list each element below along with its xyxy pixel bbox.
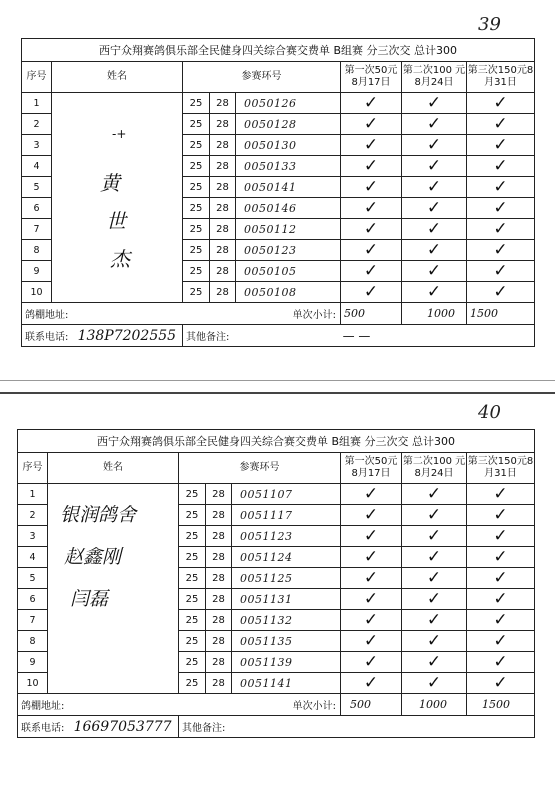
ring-prefix-a: 25 [179,610,206,631]
pay3-check-icon: ✓ [467,568,535,589]
pay2-check-icon: ✓ [402,198,467,219]
pay3-check-icon: ✓ [467,156,535,177]
loft-address-label: 鸽棚地址: [21,701,65,712]
ring-prefix-b: 28 [210,177,236,198]
row-number: 1 [22,93,52,114]
ring-prefix-b: 28 [210,282,236,303]
ring-number: 0050105 [236,261,341,282]
ring-number: 0051123 [232,526,341,547]
ring-prefix-b: 28 [206,484,232,505]
ring-prefix-a: 25 [183,93,210,114]
pay2-check-icon: ✓ [402,652,467,673]
subtotal-2-value: 1000 [419,698,447,711]
subtotal-2 [402,303,467,325]
pay1-check-icon: ✓ [341,282,402,303]
subtotal-row [22,303,341,325]
ring-prefix-a: 25 [183,198,210,219]
pay1-check-icon: ✓ [341,652,402,673]
ring-prefix-b: 28 [206,547,232,568]
page-number: 39 [478,14,501,35]
pay2-check-icon: ✓ [402,114,467,135]
notes-row [183,325,535,347]
pay1-check-icon: ✓ [341,156,402,177]
row-number: 1 [18,484,48,505]
row-number: 2 [18,505,48,526]
ring-number: 0050112 [236,219,341,240]
ring-prefix-b: 28 [206,631,232,652]
subtotal-2 [402,694,467,716]
header-pay1: 第一次50元 8月17日 [341,453,402,484]
ring-prefix-a: 25 [179,547,206,568]
ring-prefix-b: 28 [210,261,236,282]
ring-prefix-b: 28 [206,652,232,673]
pay2-check-icon: ✓ [402,240,467,261]
owner-name-char: 世 [106,209,126,233]
ring-prefix-b: 28 [206,673,232,694]
ring-number: 0051117 [232,505,341,526]
subtotal-1 [341,303,402,325]
pay1-check-icon: ✓ [341,240,402,261]
pay2-check-icon: ✓ [402,526,467,547]
row-number: 2 [22,114,52,135]
ring-prefix-a: 25 [183,135,210,156]
pay1-check-icon: ✓ [341,568,402,589]
ring-prefix-a: 25 [179,526,206,547]
ring-number: 0050123 [236,240,341,261]
subtotal-1-value: 500 [350,698,371,711]
pay3-check-icon: ✓ [467,610,535,631]
ring-prefix-b: 28 [206,610,232,631]
ring-number: 0050146 [236,198,341,219]
pay2-check-icon: ✓ [402,282,467,303]
pay1-check-icon: ✓ [341,631,402,652]
pay1-check-icon: ✓ [341,198,402,219]
ring-number: 0050108 [236,282,341,303]
row-number: 5 [18,568,48,589]
ring-prefix-a: 25 [179,568,206,589]
pay2-check-icon: ✓ [402,589,467,610]
phone-value: 16697053777 [73,718,172,735]
ring-number: 0051135 [232,631,341,652]
pay3-check-icon: ✓ [467,547,535,568]
pay3-check-icon: ✓ [467,526,535,547]
ring-prefix-a: 25 [179,589,206,610]
owner-name-line: 闫磊 [70,588,109,610]
header-pay3: 第三次150元8 月31日 [467,453,535,484]
ring-prefix-b: 28 [210,114,236,135]
notes-label: 其他备注: [186,332,230,343]
pay3-check-icon: ✓ [467,135,535,156]
ring-number: 0050141 [236,177,341,198]
pay1-check-icon: ✓ [341,114,402,135]
ring-prefix-a: 25 [183,219,210,240]
ring-number: 0050126 [236,93,341,114]
phone-label: 联系电话: [25,331,69,343]
page-number: 40 [478,402,501,423]
ring-prefix-a: 25 [179,484,206,505]
ring-prefix-b: 28 [206,505,232,526]
row-number: 4 [18,547,48,568]
row-number: 6 [22,198,52,219]
owner-name-char: 黄 [100,171,120,195]
pay3-check-icon: ✓ [467,631,535,652]
pay2-check-icon: ✓ [402,135,467,156]
header-pay2: 第二次100 元8月24日 [402,453,467,484]
row-number: 8 [22,240,52,261]
pay1-check-icon: ✓ [341,589,402,610]
pay1-check-icon: ✓ [341,93,402,114]
pay3-check-icon: ✓ [467,261,535,282]
header-seq: 序号 [22,62,52,93]
ring-number: 0051107 [232,484,341,505]
ring-prefix-a: 25 [183,177,210,198]
fee-form-table [17,429,535,738]
notes-label: 其他备注: [182,723,226,734]
ring-prefix-b: 28 [210,156,236,177]
row-number: 10 [22,282,52,303]
header-seq: 序号 [18,453,48,484]
subtotal-1 [341,694,402,716]
ring-prefix-b: 28 [206,568,232,589]
ring-prefix-a: 25 [179,505,206,526]
pay3-check-icon: ✓ [467,114,535,135]
phone-label: 联系电话: [21,722,65,734]
fee-form-sheet-1 [0,0,555,381]
pay3-check-icon: ✓ [467,282,535,303]
ring-prefix-a: 25 [183,114,210,135]
pay2-check-icon: ✓ [402,261,467,282]
ring-prefix-b: 28 [210,198,236,219]
form-rows [18,484,535,694]
row-number: 3 [22,135,52,156]
subtotal-2-value: 1000 [427,307,455,320]
pay3-check-icon: ✓ [467,177,535,198]
pay2-check-icon: ✓ [402,219,467,240]
pay2-check-icon: ✓ [402,568,467,589]
form-title: 西宁众翔赛鸽俱乐部全民健身四关综合赛交费单 B组赛 分三次交 总计300 [22,39,535,62]
ring-prefix-a: 25 [183,282,210,303]
pay1-check-icon: ✓ [341,177,402,198]
header-pay2: 第二次100 元8月24日 [402,62,467,93]
subtotal-1-value: 500 [344,307,365,320]
ring-number: 0050133 [236,156,341,177]
pay2-check-icon: ✓ [402,177,467,198]
pay2-check-icon: ✓ [402,631,467,652]
ring-prefix-a: 25 [179,652,206,673]
row-number: 8 [18,631,48,652]
header-pay3: 第三次150元8 月31日 [467,62,535,93]
subtotal-3 [467,303,535,325]
pay2-check-icon: ✓ [402,505,467,526]
ring-prefix-a: 25 [183,240,210,261]
owner-name-line: 赵鑫刚 [64,546,122,568]
ring-prefix-b: 28 [210,240,236,261]
pay1-check-icon: ✓ [341,547,402,568]
owner-name-cell [52,93,183,303]
pay1-check-icon: ✓ [341,673,402,694]
subtotal-3 [467,694,535,716]
name-mark: -+ [112,127,127,141]
subtotal-3-value: 1500 [470,307,498,320]
ring-prefix-a: 25 [183,156,210,177]
subtotal-row [18,694,341,716]
owner-name-cell [48,484,179,694]
ring-number: 0051131 [232,589,341,610]
header-pay1: 第一次50元 8月17日 [341,62,402,93]
pay3-check-icon: ✓ [467,219,535,240]
pay3-check-icon: ✓ [467,198,535,219]
ring-prefix-b: 28 [206,526,232,547]
pay2-check-icon: ✓ [402,484,467,505]
pay2-check-icon: ✓ [402,673,467,694]
subtotal-label: 单次小计: [292,701,336,712]
row-number: 7 [18,610,48,631]
owner-name-line: 银润鸽舍 [60,504,137,526]
notes-marks: — — [342,329,371,343]
row-number: 7 [22,219,52,240]
fee-form-sheet-2 [0,392,555,789]
ring-number: 0051139 [232,652,341,673]
phone-value: 138P7202555 [77,327,177,344]
ring-prefix-a: 25 [183,261,210,282]
subtotal-label: 单次小计: [292,310,336,321]
header-name: 姓名 [52,62,183,93]
ring-prefix-b: 28 [210,219,236,240]
ring-number: 0051124 [232,547,341,568]
header-ring: 参赛环号 [183,62,341,93]
pay1-check-icon: ✓ [341,135,402,156]
row-number: 9 [18,652,48,673]
pay1-check-icon: ✓ [341,261,402,282]
pay2-check-icon: ✓ [402,156,467,177]
ring-prefix-b: 28 [206,589,232,610]
ring-number: 0051132 [232,610,341,631]
loft-address-label: 鸽棚地址: [25,310,69,321]
pay3-check-icon: ✓ [467,673,535,694]
pay1-check-icon: ✓ [341,505,402,526]
form-rows [22,93,535,303]
subtotal-3-value: 1500 [482,698,510,711]
pay1-check-icon: ✓ [341,219,402,240]
row-number: 10 [18,673,48,694]
pay2-check-icon: ✓ [402,93,467,114]
pay1-check-icon: ✓ [341,526,402,547]
row-number: 9 [22,261,52,282]
pay3-check-icon: ✓ [467,505,535,526]
phone-row [18,716,179,738]
pay3-check-icon: ✓ [467,484,535,505]
pay3-check-icon: ✓ [467,589,535,610]
row-number: 5 [22,177,52,198]
ring-prefix-b: 28 [210,93,236,114]
header-name: 姓名 [48,453,179,484]
pay3-check-icon: ✓ [467,652,535,673]
row-number: 6 [18,589,48,610]
pay2-check-icon: ✓ [402,547,467,568]
notes-row [179,716,535,738]
header-ring: 参赛环号 [179,453,341,484]
row-number: 4 [22,156,52,177]
ring-prefix-a: 25 [179,673,206,694]
pay3-check-icon: ✓ [467,240,535,261]
owner-name-char: 杰 [110,247,130,271]
fee-form-table [21,38,535,347]
ring-number: 0050130 [236,135,341,156]
ring-prefix-b: 28 [210,135,236,156]
form-title: 西宁众翔赛鸽俱乐部全民健身四关综合赛交费单 B组赛 分三次交 总计300 [18,430,535,453]
row-number: 3 [18,526,48,547]
ring-number: 0051141 [232,673,341,694]
pay1-check-icon: ✓ [341,610,402,631]
pay3-check-icon: ✓ [467,93,535,114]
pay2-check-icon: ✓ [402,610,467,631]
phone-row [22,325,183,347]
pay1-check-icon: ✓ [341,484,402,505]
ring-number: 0051125 [232,568,341,589]
ring-prefix-a: 25 [179,631,206,652]
ring-number: 0050128 [236,114,341,135]
